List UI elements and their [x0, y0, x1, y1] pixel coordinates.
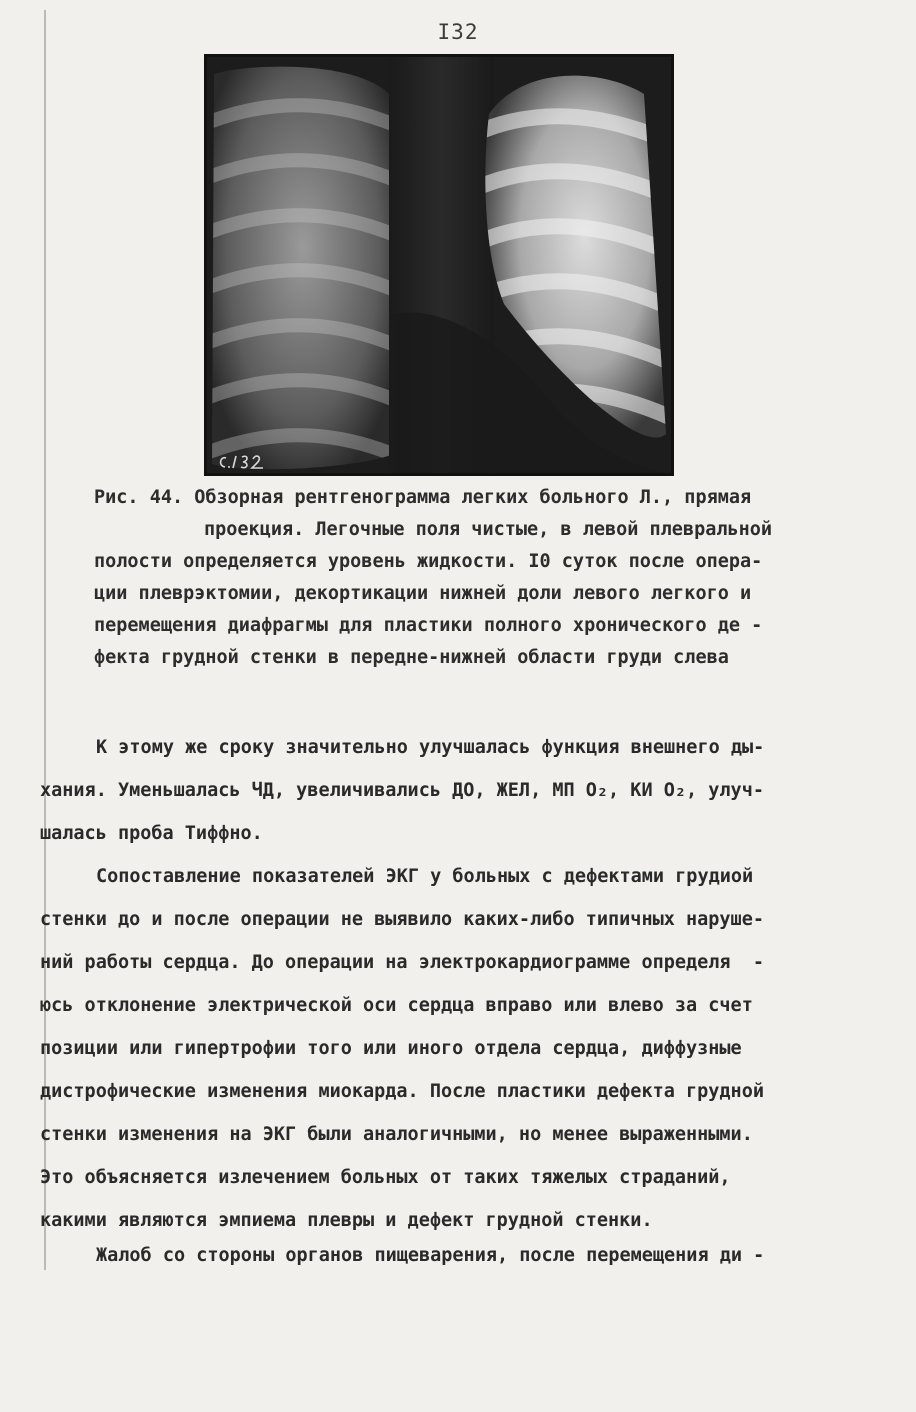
caption-line: проекция. Легочные поля чистые, в левой плевральной [204, 519, 773, 540]
text-line: юсь отклонение электрической оси сердца вправо или влево за счет [40, 995, 753, 1016]
paragraph-respiratory-function [40, 726, 876, 855]
text-line: ний работы сердца. До операции на электрокардиограмме определя - [40, 952, 764, 973]
paragraph-ecg-comparison [40, 855, 876, 1242]
page-number: I32 [437, 20, 479, 44]
caption-line: ции плеврэктомии, декортикации нижней доли левого легкого и [94, 583, 752, 604]
text-line: стенки изменения на ЭКГ были аналогичными, но менее выраженными. [40, 1124, 753, 1145]
caption-line: фекта грудной стенки в передне-нижней области груди слева [94, 647, 729, 668]
handwritten-page-label [216, 450, 276, 474]
text-line: стенки до и после операции не выявило каких-либо типичных наруше- [40, 909, 764, 930]
caption-line: Рис. 44. Обзорная рентгенограмма легких больного Л., прямая [94, 487, 752, 508]
text-line: К этому же сроку значительно улучшалась функция внешнего ды- [96, 737, 765, 758]
text-line: шалась проба Тиффно. [40, 823, 263, 844]
figure-caption [94, 482, 874, 674]
text-line: хания. Уменьшалась ЧД, увеличивались ДО, ЖЕЛ, МП O₂, КИ O₂, улуч- [40, 780, 764, 801]
xray-image [204, 54, 674, 476]
paragraph-digestive-complaints [40, 1234, 876, 1277]
text-line: Это объясняется излечением больных от таких тяжелых страданий, [40, 1167, 731, 1188]
text-line: дистрофические изменения миокарда. После пластики дефекта грудной [40, 1081, 764, 1102]
caption-line: полости определяется уровень жидкости. I0 суток после опера- [94, 551, 763, 572]
text-line: какими являются эмпиема плевры и дефект грудной стенки. [40, 1210, 653, 1231]
text-line: Сопоставление показателей ЭКГ у больных с дефектами грудиой [96, 866, 754, 887]
text-line: Жалоб со стороны органов пищеварения, после перемещения ди - [96, 1245, 765, 1266]
caption-line: перемещения диафрагмы для пластики полного хронического де - [94, 615, 763, 636]
text-line: позиции или гипертрофии того или иного отдела сердца, диффузные [40, 1038, 742, 1059]
